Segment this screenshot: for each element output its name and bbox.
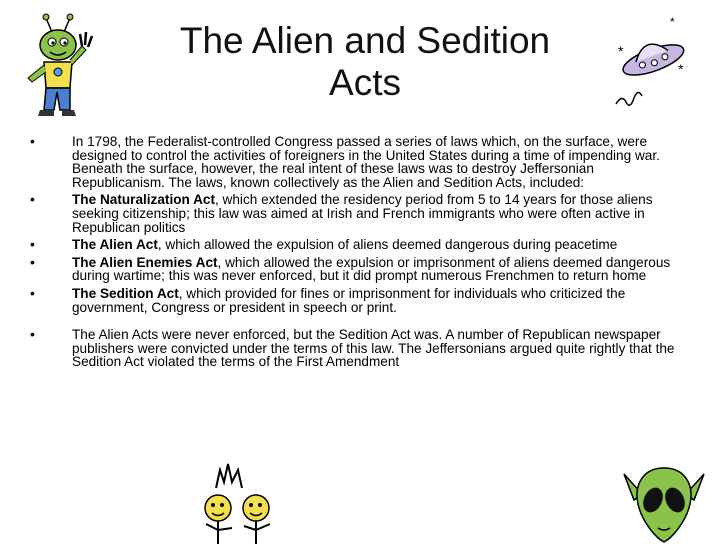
alien-waving-icon — [12, 10, 107, 120]
bullet-marker: • — [30, 326, 35, 343]
bullet-text: , which extended the residency period from 5 to 14 years for those aliens seeking citizenship; this law was aimed at Irish and French immigrants who were often active in Republican politics — [72, 192, 653, 235]
two-aliens-icon — [198, 460, 280, 546]
bullet-item — [30, 238, 680, 252]
bullet-marker: • — [30, 191, 35, 208]
svg-text:*: * — [678, 61, 684, 77]
bullet-marker: • — [30, 236, 35, 253]
title-line-1: The Alien and Sedition — [179, 20, 551, 61]
bullet-text: , which allowed the expulsion of aliens deemed dangerous during peacetime — [157, 237, 618, 253]
bullet-text: In 1798, the Federalist-controlled Congress passed a series of laws which, on the surface, were designed to control the activities of foreigners in the United States during a time of impending war. Beneath the surface, however, the real intent of these laws was to destroy Jeffersonian Republicanism. The laws, known collectively as the Alien and Sedition Acts, included: — [72, 134, 660, 190]
bullet-item — [30, 328, 680, 369]
alien-head-icon — [620, 460, 708, 546]
flying-saucer-icon — [608, 14, 698, 109]
bullet-text: , which allowed the expulsion or imprisonment of aliens deemed dangerous during wartime; this was never enforced, but it did prompt numerous Frenchmen to return home — [72, 254, 671, 284]
bullet-item — [30, 193, 680, 234]
bullet-text: , which provided for fines or imprisonment for individuals who criticized the government, Congress or president in speech or print. — [72, 285, 626, 315]
bullet-item — [30, 135, 680, 189]
bullet-item — [30, 253, 680, 284]
bullet-list — [30, 135, 680, 373]
act-name: The Alien Act — [72, 237, 158, 253]
bullet-marker: • — [30, 133, 35, 149]
slide-title — [140, 20, 590, 104]
title-line-2: Acts — [329, 62, 401, 103]
bullet-marker: • — [30, 284, 35, 301]
svg-text:*: * — [618, 43, 624, 59]
act-name: The Alien Enemies Act — [72, 254, 218, 270]
svg-text:*: * — [670, 15, 675, 29]
bullet-text: The Alien Acts were never enforced, but the Sedition Act was. A number of Republican newspaper publishers were convicted under the terms of this law. The Jeffersonians argued quite rightly that the Sedition Act violated the terms of the First Amendment — [72, 327, 675, 370]
act-name: The Naturalization Act — [72, 192, 215, 208]
bullet-item — [30, 284, 680, 315]
act-name: The Sedition Act — [72, 285, 179, 301]
bullet-marker: • — [30, 253, 35, 270]
